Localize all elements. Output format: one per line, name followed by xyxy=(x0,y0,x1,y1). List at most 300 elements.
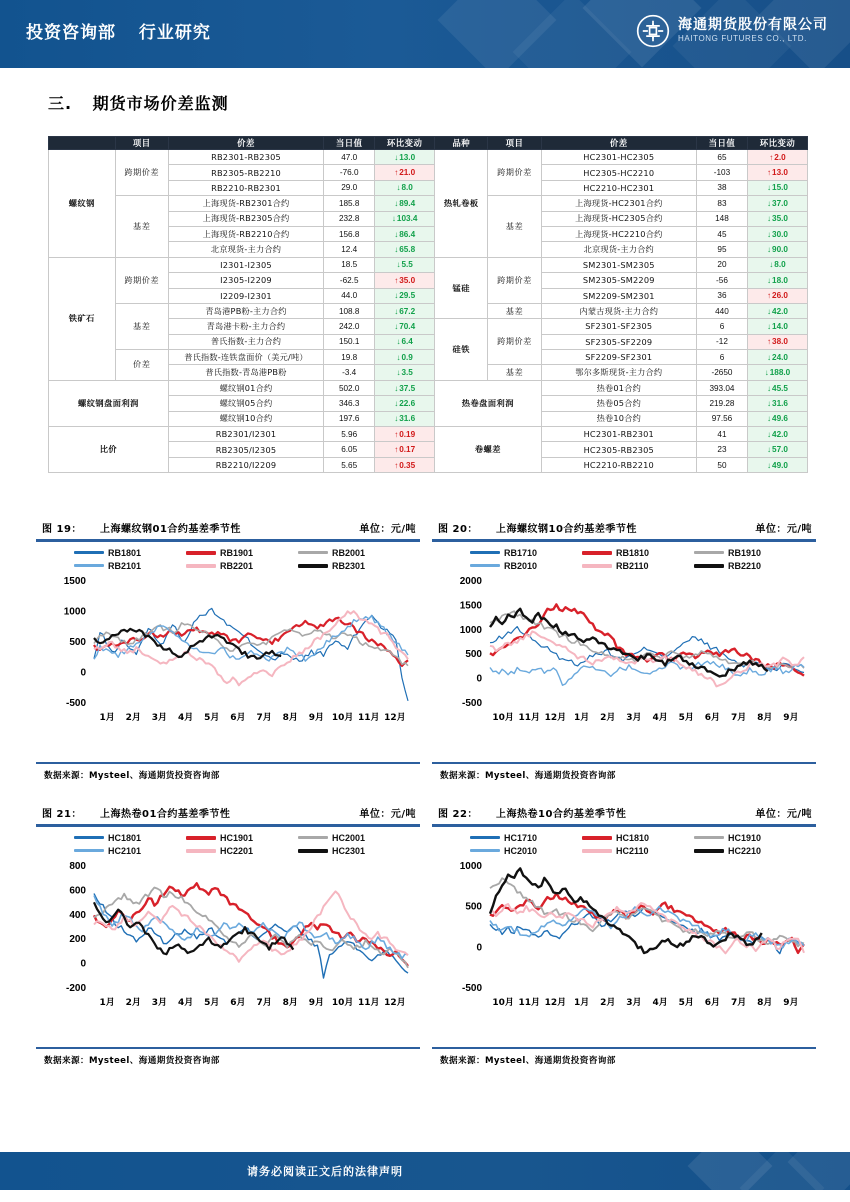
chart-source-note: 数据来源：Mysteel、海通期货投资咨询部 xyxy=(44,771,220,781)
x-axis-tick-label: 12月 xyxy=(544,997,567,1008)
legend-item xyxy=(470,833,578,843)
table-change-value: ↓90.0 xyxy=(747,242,807,257)
table-change-value: ↑0.19 xyxy=(375,427,435,442)
x-axis-tick-label: 12月 xyxy=(544,712,567,723)
chart-legend xyxy=(432,542,816,576)
table-col-header-5: 品种 xyxy=(435,137,488,150)
table-day-value: 5.96 xyxy=(324,427,375,442)
y-axis-tick-label: 500 xyxy=(465,901,482,913)
table-day-value: -56 xyxy=(696,273,747,288)
table-spread-name: HC2210-HC2301 xyxy=(541,180,696,195)
legend-swatch xyxy=(298,836,328,839)
arrow-down-icon: ↓ xyxy=(767,306,772,316)
legend-item xyxy=(582,548,690,558)
arrow-down-icon: ↓ xyxy=(394,383,399,393)
legend-item xyxy=(470,846,578,856)
table-spread-name: 螺纹钢10合约 xyxy=(168,411,323,426)
table-day-value: -103 xyxy=(696,165,747,180)
arrow-down-icon: ↓ xyxy=(767,352,772,362)
legend-row xyxy=(74,548,420,558)
chart-series-line xyxy=(94,887,408,967)
charts-area xyxy=(36,520,816,1090)
arrow-down-icon: ↓ xyxy=(394,321,399,331)
legend-item xyxy=(298,548,406,558)
legend-label: RB1801 xyxy=(108,547,142,558)
x-axis-tick-label: 6月 xyxy=(230,997,246,1008)
x-axis-tick-label: 7月 xyxy=(256,712,272,723)
legend-swatch xyxy=(470,551,500,554)
table-item-cell: 基差 xyxy=(488,196,541,258)
legend-item xyxy=(582,561,690,571)
table-change-value: ↓49.6 xyxy=(747,411,807,426)
legend-swatch xyxy=(298,551,328,554)
table-spread-name: SM2301-SM2305 xyxy=(541,257,696,272)
legend-item xyxy=(298,833,406,843)
table-day-value: 232.8 xyxy=(324,211,375,226)
table-spread-name: 北京现货-主力合约 xyxy=(168,242,323,257)
table-change-value: ↓15.0 xyxy=(747,180,807,195)
legend-row xyxy=(74,561,420,571)
arrow-down-icon: ↓ xyxy=(767,275,772,285)
table-change-value: ↓8.0 xyxy=(375,180,435,195)
x-axis-tick-label: 2月 xyxy=(600,712,616,723)
x-axis-tick-label: 3月 xyxy=(151,997,168,1008)
chart-figure-number: 图 20： xyxy=(438,524,478,535)
table-row xyxy=(49,257,808,272)
table-day-value: 19.8 xyxy=(324,350,375,365)
x-axis-tick-label: 6月 xyxy=(704,712,721,723)
table-variety-cell: 铁矿石 xyxy=(49,257,116,380)
legend-label: RB1910 xyxy=(728,547,762,558)
x-axis-tick-label: 9月 xyxy=(783,712,799,723)
x-axis-tick-label: 4月 xyxy=(652,997,668,1008)
table-spread-name: 普氏指数-连铁盘面价（美元/吨） xyxy=(168,350,323,365)
x-axis-tick-label: 7月 xyxy=(730,712,747,723)
y-axis-tick-label: 500 xyxy=(465,648,482,660)
legend-label: RB2001 xyxy=(332,547,366,558)
table-day-value: 185.8 xyxy=(324,196,375,211)
table-day-value: 156.8 xyxy=(324,226,375,241)
legend-label: RB2101 xyxy=(108,560,142,571)
table-day-value: 197.6 xyxy=(324,411,375,426)
arrow-up-icon: ↑ xyxy=(767,291,772,301)
arrow-down-icon: ↓ xyxy=(764,368,769,378)
chart-series-line xyxy=(94,611,408,685)
arrow-down-icon: ↓ xyxy=(769,260,774,270)
table-change-value: ↓67.2 xyxy=(375,303,435,318)
table-spread-name: 普氏指数-青岛港PB粉 xyxy=(168,365,323,380)
arrow-down-icon: ↓ xyxy=(394,414,399,424)
table-change-value: ↓31.6 xyxy=(747,396,807,411)
footer-disclaimer: 请务必阅读正文后的法律声明 xyxy=(247,1165,403,1178)
arrow-down-icon: ↓ xyxy=(767,429,772,439)
legend-swatch xyxy=(582,849,612,853)
table-day-value: 38 xyxy=(696,180,747,195)
table-day-value: 5.65 xyxy=(324,457,375,472)
y-axis-tick-label: -500 xyxy=(461,697,482,709)
table-spread-name: 热卷05合约 xyxy=(541,396,696,411)
legend-item xyxy=(74,833,182,843)
table-col-header-7: 价差 xyxy=(541,137,696,150)
table-row xyxy=(49,303,808,318)
x-axis-tick-label: 4月 xyxy=(177,997,194,1008)
table-col-header-0 xyxy=(49,137,116,150)
table-row xyxy=(49,150,808,165)
table-spread-name: SF2209-SF2301 xyxy=(541,350,696,365)
y-axis-tick-label: 800 xyxy=(69,860,86,872)
table-variety-cell: 硅铁 xyxy=(435,319,488,381)
y-axis-tick-label: 500 xyxy=(69,636,86,648)
chart-title: 上海热卷01合约基差季节性 xyxy=(100,809,231,820)
company-logo xyxy=(636,14,828,48)
chart-figure-number: 图 21： xyxy=(42,809,82,820)
legend-item xyxy=(694,548,802,558)
chart-svg xyxy=(432,861,816,1021)
table-spread-name: HC2210-RB2210 xyxy=(541,457,696,472)
table-spread-name: 上海现货-RB2210合约 xyxy=(168,226,323,241)
table-spread-name: RB2305/I2305 xyxy=(168,442,323,457)
table-spread-name: 上海现货-RB2305合约 xyxy=(168,211,323,226)
page-footer xyxy=(0,1152,850,1190)
table-change-value: ↓37.0 xyxy=(747,196,807,211)
x-axis-tick-label: 11月 xyxy=(518,712,541,723)
arrow-down-icon: ↓ xyxy=(394,152,399,162)
table-item-cell: 基差 xyxy=(488,365,541,380)
y-axis-tick-label: -500 xyxy=(461,982,482,994)
x-axis-tick-label: 10月 xyxy=(492,712,514,723)
legend-label: RB2010 xyxy=(504,560,538,571)
x-axis-tick-label: 9月 xyxy=(308,712,325,723)
table-row xyxy=(49,196,808,211)
x-axis-tick-label: 1月 xyxy=(99,712,115,723)
table-spread-name: 上海现货-HC2305合约 xyxy=(541,211,696,226)
table-variety-cell: 热卷盘面利润 xyxy=(435,380,542,426)
header-department: 投资咨询部 xyxy=(26,23,116,43)
table-item-cell: 基差 xyxy=(488,303,541,318)
chart-series-line xyxy=(94,608,408,701)
table-change-value: ↓188.0 xyxy=(747,365,807,380)
arrow-up-icon: ↑ xyxy=(394,168,399,178)
x-axis-tick-label: 9月 xyxy=(783,997,799,1008)
legend-swatch xyxy=(186,836,216,840)
table-change-value: ↓86.4 xyxy=(375,226,435,241)
section-title: 期货市场价差监测 xyxy=(92,94,229,113)
x-axis-tick-label: 5月 xyxy=(678,712,694,723)
y-axis-tick-label: 0 xyxy=(80,667,86,678)
x-axis-tick-label: 8月 xyxy=(282,997,298,1008)
table-day-value: 12.4 xyxy=(324,242,375,257)
table-day-value: 6.05 xyxy=(324,442,375,457)
arrow-down-icon: ↓ xyxy=(394,229,399,239)
section-number: 三. xyxy=(48,94,73,113)
table-change-value: ↓14.0 xyxy=(747,319,807,334)
table-row xyxy=(49,427,808,442)
chart-unit: 单位：元/吨 xyxy=(359,524,416,535)
table-spread-name: HC2301-RB2301 xyxy=(541,427,696,442)
table-day-value: 393.04 xyxy=(696,380,747,395)
table-change-value: ↓29.5 xyxy=(375,288,435,303)
arrow-down-icon: ↓ xyxy=(767,460,772,470)
legend-row xyxy=(470,846,816,856)
legend-swatch xyxy=(298,564,328,568)
chart-title: 上海热卷10合约基差季节性 xyxy=(496,809,627,820)
table-change-value: ↓37.5 xyxy=(375,380,435,395)
table-day-value: 47.0 xyxy=(324,150,375,165)
table-spread-name: I2301-I2305 xyxy=(168,257,323,272)
legend-row xyxy=(74,846,420,856)
table-spread-name: SM2209-SM2301 xyxy=(541,288,696,303)
y-axis-tick-label: 0 xyxy=(476,941,482,953)
legend-label: RB2301 xyxy=(332,560,366,571)
chart-card-fig20 xyxy=(432,520,816,781)
chart-title-bar xyxy=(432,805,816,824)
x-axis-tick-label: 5月 xyxy=(678,997,694,1008)
y-axis-tick-label: 2000 xyxy=(459,575,482,587)
legend-item xyxy=(186,561,294,571)
table-spread-name: 上海现货-HC2301合约 xyxy=(541,196,696,211)
y-axis-tick-label: 1000 xyxy=(459,860,482,872)
legend-swatch xyxy=(694,849,724,853)
table-spread-name: 青岛港PB粉-主力合约 xyxy=(168,303,323,318)
y-axis-tick-label: -500 xyxy=(65,697,86,709)
table-item-cell: 跨期价差 xyxy=(488,319,541,365)
y-axis-tick-label: 0 xyxy=(80,958,86,970)
table-spread-name: 青岛港卡粉-主力合约 xyxy=(168,319,323,334)
table-spread-name: HC2305-HC2210 xyxy=(541,165,696,180)
arrow-down-icon: ↓ xyxy=(767,245,772,255)
x-axis-tick-label: 2月 xyxy=(125,712,141,723)
arrow-down-icon: ↓ xyxy=(767,214,772,224)
legend-item xyxy=(74,548,182,558)
chart-plot-area xyxy=(36,542,420,760)
chart-card-fig22 xyxy=(432,805,816,1066)
table-col-header-3: 当日值 xyxy=(324,137,375,150)
table-day-value: 440 xyxy=(696,303,747,318)
legend-label: HC2010 xyxy=(504,845,538,856)
x-axis-tick-label: 6月 xyxy=(704,997,721,1008)
x-axis-tick-label: 8月 xyxy=(757,997,773,1008)
chart-source-note: 数据来源：Mysteel、海通期货投资咨询部 xyxy=(44,1056,220,1066)
table-day-value: 29.0 xyxy=(324,180,375,195)
legend-swatch xyxy=(186,551,216,555)
table-change-value: ↓45.5 xyxy=(747,380,807,395)
spread-monitor-table xyxy=(48,136,808,473)
chart-title-bar xyxy=(36,805,420,824)
legend-row xyxy=(470,833,816,843)
table-change-value: ↓49.0 xyxy=(747,457,807,472)
table-variety-cell: 锰硅 xyxy=(435,257,488,319)
table-change-value: ↓18.0 xyxy=(747,273,807,288)
y-axis-tick-label: 1500 xyxy=(459,599,482,611)
arrow-down-icon: ↓ xyxy=(767,398,772,408)
table-spread-name: 北京现货-主力合约 xyxy=(541,242,696,257)
table-header-row xyxy=(49,137,808,150)
table-day-value: 150.1 xyxy=(324,334,375,349)
table-day-value: 346.3 xyxy=(324,396,375,411)
table-day-value: 36 xyxy=(696,288,747,303)
y-axis-tick-label: 400 xyxy=(69,909,86,921)
table-day-value: -2650 xyxy=(696,365,747,380)
arrow-down-icon: ↓ xyxy=(394,245,399,255)
x-axis-tick-label: 1月 xyxy=(573,997,590,1008)
chart-plot-area xyxy=(432,827,816,1045)
chart-plot-area xyxy=(432,542,816,760)
arrow-down-icon: ↓ xyxy=(767,229,772,239)
y-axis-tick-label: 600 xyxy=(69,884,86,896)
table-day-value: 20 xyxy=(696,257,747,272)
table-day-value: 41 xyxy=(696,427,747,442)
legend-item xyxy=(186,846,294,856)
legend-label: HC2201 xyxy=(220,845,254,856)
chart-title-bar xyxy=(432,520,816,539)
chart-svg xyxy=(36,576,420,736)
chart-plot-area xyxy=(36,827,420,1045)
legend-swatch xyxy=(582,564,612,568)
table-day-value: 50 xyxy=(696,457,747,472)
table-day-value: -62.5 xyxy=(324,273,375,288)
table-day-value: 148 xyxy=(696,211,747,226)
x-axis-tick-label: 11月 xyxy=(357,712,380,723)
legend-row xyxy=(470,548,816,558)
x-axis-tick-label: 3月 xyxy=(626,712,642,723)
table-change-value: ↓6.4 xyxy=(375,334,435,349)
table-day-value: 502.0 xyxy=(324,380,375,395)
arrow-down-icon: ↓ xyxy=(396,183,401,193)
y-axis-tick-label: 0 xyxy=(476,673,482,685)
table-row xyxy=(49,380,808,395)
chart-figure-number: 图 19： xyxy=(42,524,82,535)
y-axis-tick-label: -200 xyxy=(65,982,86,994)
table-col-header-4: 环比变动 xyxy=(375,137,435,150)
table-spread-name: HC2301-HC2305 xyxy=(541,150,696,165)
table-spread-name: 上海现货-HC2210合约 xyxy=(541,226,696,241)
table-spread-name: 热卷01合约 xyxy=(541,380,696,395)
chart-series-line xyxy=(490,893,804,953)
arrow-down-icon: ↓ xyxy=(767,183,772,193)
legend-swatch xyxy=(470,849,500,852)
section-heading xyxy=(48,91,850,114)
legend-label: HC1801 xyxy=(108,832,142,843)
table-item-cell: 基差 xyxy=(115,196,168,258)
table-change-value: ↑38.0 xyxy=(747,334,807,349)
legend-label: HC1810 xyxy=(616,832,650,843)
legend-item xyxy=(582,846,690,856)
table-spread-name: 鄂尔多斯现货-主力合约 xyxy=(541,365,696,380)
arrow-down-icon: ↓ xyxy=(394,306,399,316)
table-spread-name: I2209-I2301 xyxy=(168,288,323,303)
legend-swatch xyxy=(582,551,612,555)
chart-svg xyxy=(432,576,816,736)
arrow-down-icon: ↓ xyxy=(391,214,396,224)
table-day-value: 65 xyxy=(696,150,747,165)
x-axis-tick-label: 7月 xyxy=(730,997,747,1008)
table-variety-cell: 卷螺差 xyxy=(435,427,542,473)
legend-swatch xyxy=(694,551,724,554)
legend-label: RB1710 xyxy=(504,547,538,558)
table-day-value: 45 xyxy=(696,226,747,241)
legend-item xyxy=(298,846,406,856)
table-change-value: ↓22.6 xyxy=(375,396,435,411)
logo-text-block xyxy=(678,18,828,44)
legend-label: HC2110 xyxy=(616,845,649,856)
table-day-value: 6 xyxy=(696,350,747,365)
table-spread-name: SF2301-SF2305 xyxy=(541,319,696,334)
legend-label: RB2201 xyxy=(220,560,254,571)
legend-swatch xyxy=(582,836,612,840)
table-day-value: 97.56 xyxy=(696,411,747,426)
table-day-value: 18.5 xyxy=(324,257,375,272)
table-change-value: ↑0.17 xyxy=(375,442,435,457)
y-axis-tick-label: 1000 xyxy=(63,606,86,617)
legend-label: HC2101 xyxy=(108,845,142,856)
x-axis-tick-label: 10月 xyxy=(492,997,514,1008)
x-axis-tick-label: 12月 xyxy=(384,712,406,723)
arrow-up-icon: ↑ xyxy=(394,275,399,285)
table-day-value: 6 xyxy=(696,319,747,334)
legend-item xyxy=(186,548,294,558)
table-change-value: ↓13.0 xyxy=(375,150,435,165)
table-col-header-9: 环比变动 xyxy=(747,137,807,150)
table-day-value: 108.8 xyxy=(324,303,375,318)
chart-row-2 xyxy=(36,805,816,1066)
arrow-down-icon: ↓ xyxy=(394,198,399,208)
table-change-value: ↓8.0 xyxy=(747,257,807,272)
table-spread-name: I2305-I2209 xyxy=(168,273,323,288)
x-axis-tick-label: 8月 xyxy=(282,712,298,723)
legend-item xyxy=(694,561,802,571)
chart-source-note: 数据来源：Mysteel、海通期货投资咨询部 xyxy=(440,771,616,781)
x-axis-tick-label: 2月 xyxy=(600,997,616,1008)
table-item-cell: 价差 xyxy=(115,350,168,381)
x-axis-tick-label: 5月 xyxy=(204,712,220,723)
legend-row xyxy=(470,561,816,571)
x-axis-tick-label: 4月 xyxy=(652,712,668,723)
legend-item xyxy=(74,846,182,856)
x-axis-tick-label: 1月 xyxy=(99,997,115,1008)
table-variety-cell: 比价 xyxy=(49,427,169,473)
table-change-value: ↑0.35 xyxy=(375,457,435,472)
table-change-value: ↑26.0 xyxy=(747,288,807,303)
arrow-down-icon: ↓ xyxy=(396,368,401,378)
x-axis-tick-label: 4月 xyxy=(177,712,194,723)
table-day-value: 242.0 xyxy=(324,319,375,334)
legend-item xyxy=(74,561,182,571)
legend-swatch xyxy=(74,564,104,567)
x-axis-tick-label: 8月 xyxy=(757,712,773,723)
table-row xyxy=(49,350,808,365)
legend-swatch xyxy=(74,836,104,839)
table-change-value: ↑35.0 xyxy=(375,273,435,288)
legend-swatch xyxy=(186,849,216,853)
table-change-value: ↓30.0 xyxy=(747,226,807,241)
legend-label: HC1910 xyxy=(728,832,762,843)
arrow-up-icon: ↑ xyxy=(394,429,399,439)
table-change-value: ↑2.0 xyxy=(747,150,807,165)
table-item-cell: 跨期价差 xyxy=(488,257,541,303)
chart-unit: 单位：元/吨 xyxy=(359,809,416,820)
table-spread-name: RB2301/I2301 xyxy=(168,427,323,442)
legend-label: RB2210 xyxy=(728,560,762,571)
table-change-value: ↓31.6 xyxy=(375,411,435,426)
page-header xyxy=(0,0,850,68)
table-change-value: ↓24.0 xyxy=(747,350,807,365)
legend-swatch xyxy=(186,564,216,568)
arrow-down-icon: ↓ xyxy=(767,321,772,331)
chart-svg xyxy=(36,861,420,1021)
table-spread-name: SF2305-SF2209 xyxy=(541,334,696,349)
table-col-header-8: 当日值 xyxy=(696,137,747,150)
table-spread-name: 上海现货-RB2301合约 xyxy=(168,196,323,211)
